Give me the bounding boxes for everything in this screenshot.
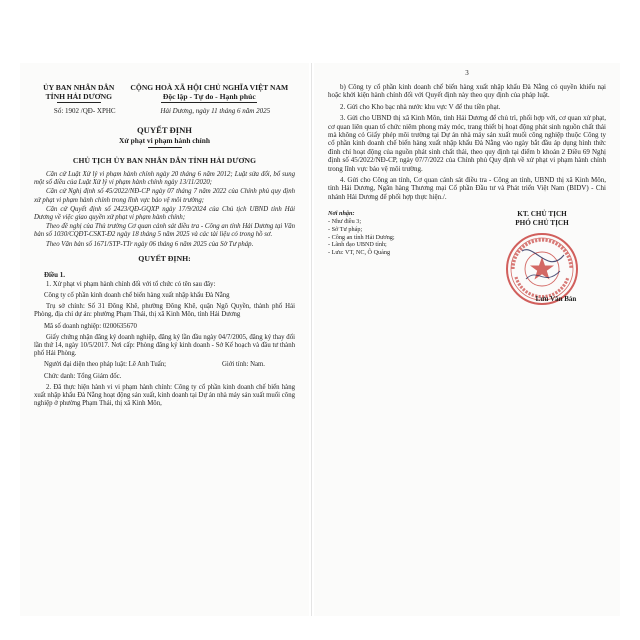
recipients-block <box>328 210 468 303</box>
legal-basis: Theo đề nghị của Thủ trưởng Cơ quan cảnh sát điều tra - Công an tỉnh Hải Dương tại Văn bản số 1030/CQĐT-CSKT-Đ2 ngày 18 tháng 5 năm 2025 và các tài liệu có trong hồ sơ. <box>34 223 295 239</box>
headquarters: Trụ sở chính: Số 31 Đông Khê, phường Đông Khê, quận Ngô Quyền, thành phố Hải Phòng, địa chỉ dự án: phường Phạm Thái, thị xã Kinh Môn, tỉnh Hải Dương <box>34 303 295 319</box>
recipient-item: - Lưu: VT, NC, Ô Quảng <box>328 249 391 257</box>
national-title <box>124 83 295 103</box>
national-motto: Độc lập - Tự do - Hạnh phúc <box>162 92 256 101</box>
company-name: Công ty cổ phần kinh doanh chế biến hàng xuất nhập khẩu Đà Nẵng <box>44 292 230 300</box>
place-date: Hải Dương, ngày 11 tháng 6 năm 2025 <box>160 107 271 115</box>
document-page-left <box>20 63 309 616</box>
document-title: QUYẾT ĐỊNH <box>137 125 192 135</box>
document-footer <box>328 210 606 303</box>
subtitle-underline <box>148 147 182 148</box>
tax-code: Mã số doanh nghiệp: 0200635670 <box>44 322 137 330</box>
article-1-body <box>34 281 295 409</box>
item-2: 2. Đã thực hiện hành vi vi phạm hành chính: Công ty cổ phần kinh doanh chế biến hàng xuất nhập khẩu Đà Nẵng hoạt động sản xuất, kinh doanh tại Dự án nhà máy sản xuất muối công nghiệp ở phường Phạm Thái, thị xã Kinh Môn, <box>34 383 295 408</box>
document-subtitle: Xử phạt vi phạm hành chính <box>119 136 210 145</box>
legal-bases <box>34 171 295 249</box>
legal-basis: Căn cứ Nghị định số 45/2022/NĐ-CP ngày 07 tháng 7 năm 2022 của Chính phủ quy định xử phạt vi phạm hành chính trong lĩnh vực bảo vệ môi trường; <box>34 188 295 204</box>
paragraph-b: b) Công ty cổ phần kinh doanh chế biến hàng xuất nhập khẩu Đà Nẵng có quyền khiếu nại hoặc khởi kiện hành chính đối với Quyết định này theo quy định của pháp luật. <box>328 83 606 100</box>
representative-row <box>34 361 295 369</box>
motto-underline <box>161 102 257 103</box>
country-name: CỘNG HOÀ XÃ HỘI CHỦ NGHĨA VIỆT NAM <box>130 83 289 92</box>
recipients-title: Nơi nhận: <box>328 210 355 218</box>
legal-representative: Người đại diện theo pháp luật: Lê Anh Tuấn; <box>44 361 167 369</box>
business-registration: Giấy chứng nhận đăng ký doanh nghiệp, đăng ký lần đầu ngày 04/7/2005, đăng ký thay đổi lần thứ 14, ngày 10/5/2017. Nơi cấp: Phòng đăng ký kinh doanh - Sở Kế hoạch và đầu tư thành phố Hải Phòng. <box>34 333 295 358</box>
issuing-agency <box>34 83 124 103</box>
recipient-item: - Công an tỉnh Hải Dương; <box>328 233 395 241</box>
representative-position: Chức danh: Tổng Giám đốc. <box>44 372 122 380</box>
representative-gender: Giới tính: Nam. <box>221 361 265 369</box>
agency-line-1: ỦY BAN NHÂN DÂN <box>43 83 115 92</box>
document-page-right <box>314 63 620 616</box>
paragraph-3: 3. Gửi cho UBND thị xã Kinh Môn, tỉnh Hải Dương để chủ trì, phối hợp với, cơ quan xử phạt, cơ quan liên quan tổ chức niêm phong máy móc, trang thiết bị hoạt động phát sinh nguồn chất thải mà không có Giấy phép môi trường tại Dự án nhà máy sản xuất muối công nghiệp thuộc Công ty cổ phần kinh doanh chế biến hàng xuất nhập khẩu Đà Nẵng vào ngày bắt đầu áp dụng hình thức đình chỉ hoạt động của nguồn phát sinh chất thải, theo quy định tại điểm b khoản 2 Điều 69 Nghị định số 45/2022/NĐ-CP, ngày 07/7/2022 của Chính phủ Quy định về xử phạt vi phạm hành chính trong lĩnh vực bảo vệ môi trường. <box>328 114 606 173</box>
article-1-heading: Điều 1. <box>44 270 65 279</box>
agency-underline <box>57 102 101 103</box>
legal-basis: Căn cứ Quyết định số 2423/QĐ-GQXP ngày 17/9/2024 của Chủ tịch UBND tỉnh Hải Dương về việc giao quyền xử phạt vi phạm hành chính; <box>34 205 295 222</box>
signing-capacity: KT. CHỦ TỊCH <box>517 210 567 219</box>
legal-basis: Căn cứ Luật Xử lý vi phạm hành chính ngày 20 tháng 6 năm 2012; Luật sửa đổi, bổ sung một số điều của Luật Xử lý vi phạm hành chính ngày 13/11/2020; <box>34 171 295 187</box>
recipient-item: - Lãnh đạo UBND tỉnh; <box>328 241 387 249</box>
paragraph-4: 4. Gửi cho Công an tỉnh, Cơ quan cảnh sát điều tra - Công an tỉnh, UBND thị xã Kinh Môn, tỉnh Hải Dương, Ngân hàng Thương mại Cổ phần Đầu tư và Phát triển Việt Nam (BIDV) - Chi nhánh Hải Dương để phối hợp thực hiện./. <box>328 176 606 201</box>
document-header <box>34 83 295 103</box>
item-1: 1. Xử phạt vi phạm hành chính đối với tổ chức có tên sau đây: <box>46 280 216 288</box>
page-number: 3 <box>465 69 469 77</box>
agency-line-2: TỈNH HẢI DƯƠNG <box>45 92 112 101</box>
signer-title: PHÓ CHỦ TỊCH <box>515 219 569 228</box>
decision-body-continued <box>328 83 606 201</box>
page-divider <box>311 63 312 616</box>
signature-block <box>478 210 606 303</box>
issuing-authority: CHỦ TỊCH ỦY BAN NHÂN DÂN TỈNH HẢI DƯƠNG <box>72 156 257 165</box>
recipient-item: - Sở Tư pháp; <box>328 225 363 233</box>
legal-basis: Theo Văn bản số 1671/STP-TTr ngày 06 tháng 6 năm 2025 của Sở Tư pháp. <box>46 240 254 248</box>
signer-name: Lưu Văn Bản <box>535 294 577 303</box>
paragraph-2: 2. Gửi cho Kho bạc nhà nước khu vực V để thu tiền phạt. <box>340 102 501 111</box>
document-number: Số: 1902 /QĐ- XPHC <box>53 107 116 115</box>
decision-heading: QUYẾT ĐỊNH: <box>138 253 191 263</box>
recipient-item: - Như điều 3; <box>328 218 362 226</box>
